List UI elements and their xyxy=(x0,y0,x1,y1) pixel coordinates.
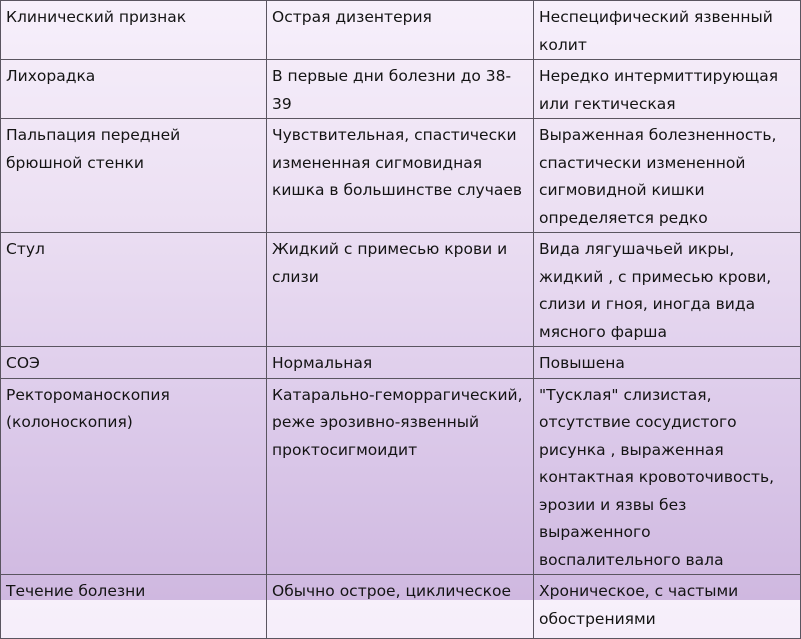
cell-colitis: Вида лягушачьей икры, жидкий , с примесью крови, слизи и гноя, иногда вида мясного фарша xyxy=(534,233,801,347)
cell-dysentery: Катарально-геморрагический, реже эрозивно-язвенный проктосигмоидит xyxy=(267,378,534,575)
table-row xyxy=(1,347,801,379)
header-dysentery: Острая дизентерия xyxy=(267,1,534,60)
table-row xyxy=(1,60,801,119)
cell-colitis: Повышена xyxy=(534,347,801,379)
cell-colitis: "Тусклая" слизистая, отсутствие сосудистого рисунка , выраженная контактная кровоточивость, эрозии и язвы без выраженного воспалительного вала xyxy=(534,378,801,575)
table-row xyxy=(1,119,801,233)
cell-dysentery: Нормальная xyxy=(267,347,534,379)
table-row xyxy=(1,378,801,575)
table-row xyxy=(1,575,801,639)
table-header-row xyxy=(1,1,801,60)
cell-dysentery: Жидкий с примесью крови и слизи xyxy=(267,233,534,347)
cell-dysentery: Чувствительная, спастически измененная сигмовидная кишка в большинстве случаев xyxy=(267,119,534,233)
header-colitis: Неспецифический язвенный колит xyxy=(534,1,801,60)
cell-feature: СОЭ xyxy=(1,347,267,379)
table-row xyxy=(1,233,801,347)
cell-colitis: Нередко интермиттирующая или гектическая xyxy=(534,60,801,119)
cell-feature: Ректороманоскопия (колоноскопия) xyxy=(1,378,267,575)
header-feature: Клинический признак xyxy=(1,1,267,60)
cell-feature: Лихорадка xyxy=(1,60,267,119)
cell-colitis: Хроническое, с частыми обострениями xyxy=(534,575,801,639)
cell-colitis: Выраженная болезненность, спастически измененной сигмовидной кишки определяется редко xyxy=(534,119,801,233)
cell-feature: Течение болезни xyxy=(1,575,267,639)
cell-feature: Стул xyxy=(1,233,267,347)
cell-dysentery: В первые дни болезни до 38-39 xyxy=(267,60,534,119)
cell-feature: Пальпация передней брюшной стенки xyxy=(1,119,267,233)
cell-dysentery: Обычно острое, циклическое xyxy=(267,575,534,639)
